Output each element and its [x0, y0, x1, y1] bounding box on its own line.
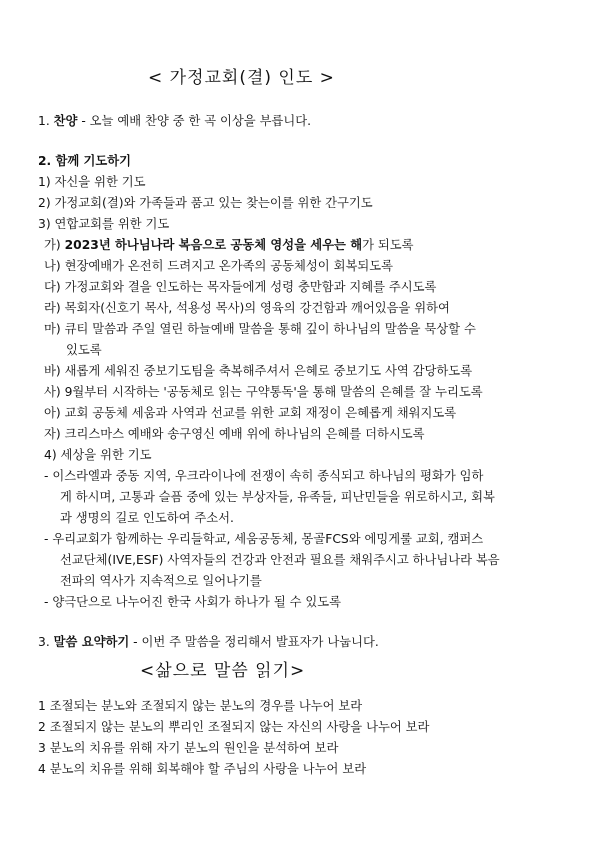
world-prayer-cont: 과 생명의 길로 인도하여 주소서.	[60, 511, 234, 525]
prayer-subitem: 나) 현장예배가 온전히 드려지고 온가족의 공동체성이 회복되도록	[44, 259, 393, 273]
section-heading: 2. 함께 기도하기	[38, 154, 132, 168]
prayer-subitem: 마) 큐티 말씀과 주일 열린 하늘예배 말씀을 통해 깊이 하나님의 말씀을 묵상할 수	[44, 322, 476, 336]
world-prayer: - 우리교회가 함께하는 우리들학교, 세움공동체, 몽골FCS와 에밍게룰 교회, 캠퍼스	[44, 532, 484, 546]
prayer-subitem: 사) 9월부터 시작하는 '공동체로 읽는 구약통독'을 통해 말씀의 은혜를 잘 누리도록	[44, 385, 483, 399]
prayer-subitem: 아) 교회 공동체 세움과 사역과 선교를 위한 교회 재정이 은혜롭게 채워지도록	[44, 406, 457, 420]
prayer-subitem: 라) 목회자(신호기 목사, 석용성 목사)의 영육의 강건함과 깨어있음을 위하여	[44, 301, 450, 315]
world-prayer: - 이스라엘과 중동 지역, 우크라이나에 전쟁이 속히 종식되고 하나님의 평화가 임하	[44, 469, 484, 483]
section-heading: 찬양	[53, 114, 78, 128]
section-praise: 1. 찬양 - 오늘 예배 찬양 중 한 곡 이상을 부릅니다.	[38, 114, 312, 128]
page-title: < 가정교회(결) 인도 >	[148, 68, 335, 88]
question-item: 1 조절되는 분노와 조절되지 않는 분노의 경우를 나누어 보라	[38, 699, 363, 713]
question-item: 4 분노의 치유를 위해 회복해야 할 주님의 사랑을 나누어 보라	[38, 762, 367, 776]
world-prayer-cont: 선교단체(IVE,ESF) 사역자들의 건강과 안전과 필요를 채워주시고 하나님나라 복음	[60, 553, 500, 567]
question-item: 3 분노의 치유를 위해 자기 분노의 원인을 분석하여 보라	[38, 741, 339, 755]
section-heading: 말씀 요약하기	[53, 635, 130, 649]
world-prayer: - 양극단으로 나누어진 한국 사회가 하나가 될 수 있도록	[44, 595, 342, 609]
world-prayer-cont: 전파의 역사가 지속적으로 일어나기를	[60, 574, 262, 588]
prayer-subitem: 자) 크리스마스 예배와 송구영신 예배 위에 하나님의 은혜를 더하시도록	[44, 427, 425, 441]
section-summary: 3. 말씀 요약하기 - 이번 주 말씀을 정리해서 발표자가 나눕니다.	[38, 635, 379, 649]
prayer-subitem: 가) 2023년 하나님나라 복음으로 공동체 영성을 세우는 해가 되도록	[44, 238, 414, 252]
section-title: <삶으로 말씀 읽기>	[140, 661, 306, 681]
prayer-item: 4) 세상을 위한 기도	[44, 448, 152, 462]
prayer-subitem: 다) 가정교회와 결을 인도하는 목자들에게 성령 충만함과 지혜를 주시도록	[44, 280, 437, 294]
prayer-subitem-cont: 있도록	[66, 343, 102, 357]
world-prayer-cont: 게 하시며, 고통과 슬픔 중에 있는 부상자들, 유족들, 피난민들을 위로하시고, 회복	[60, 490, 495, 504]
prayer-subitem: 바) 새롭게 세워진 중보기도팀을 축복해주셔서 은혜로 중보기도 사역 감당하도록	[44, 364, 473, 378]
prayer-item: 1) 자신을 위한 기도	[38, 175, 146, 189]
prayer-item: 2) 가정교회(결)와 가족들과 품고 있는 찾는이를 위한 간구기도	[38, 196, 373, 210]
prayer-item: 3) 연합교회를 위한 기도	[38, 217, 170, 231]
question-item: 2 조절되지 않는 분노의 뿌리인 조절되지 않는 자신의 사랑을 나누어 보라	[38, 720, 430, 734]
